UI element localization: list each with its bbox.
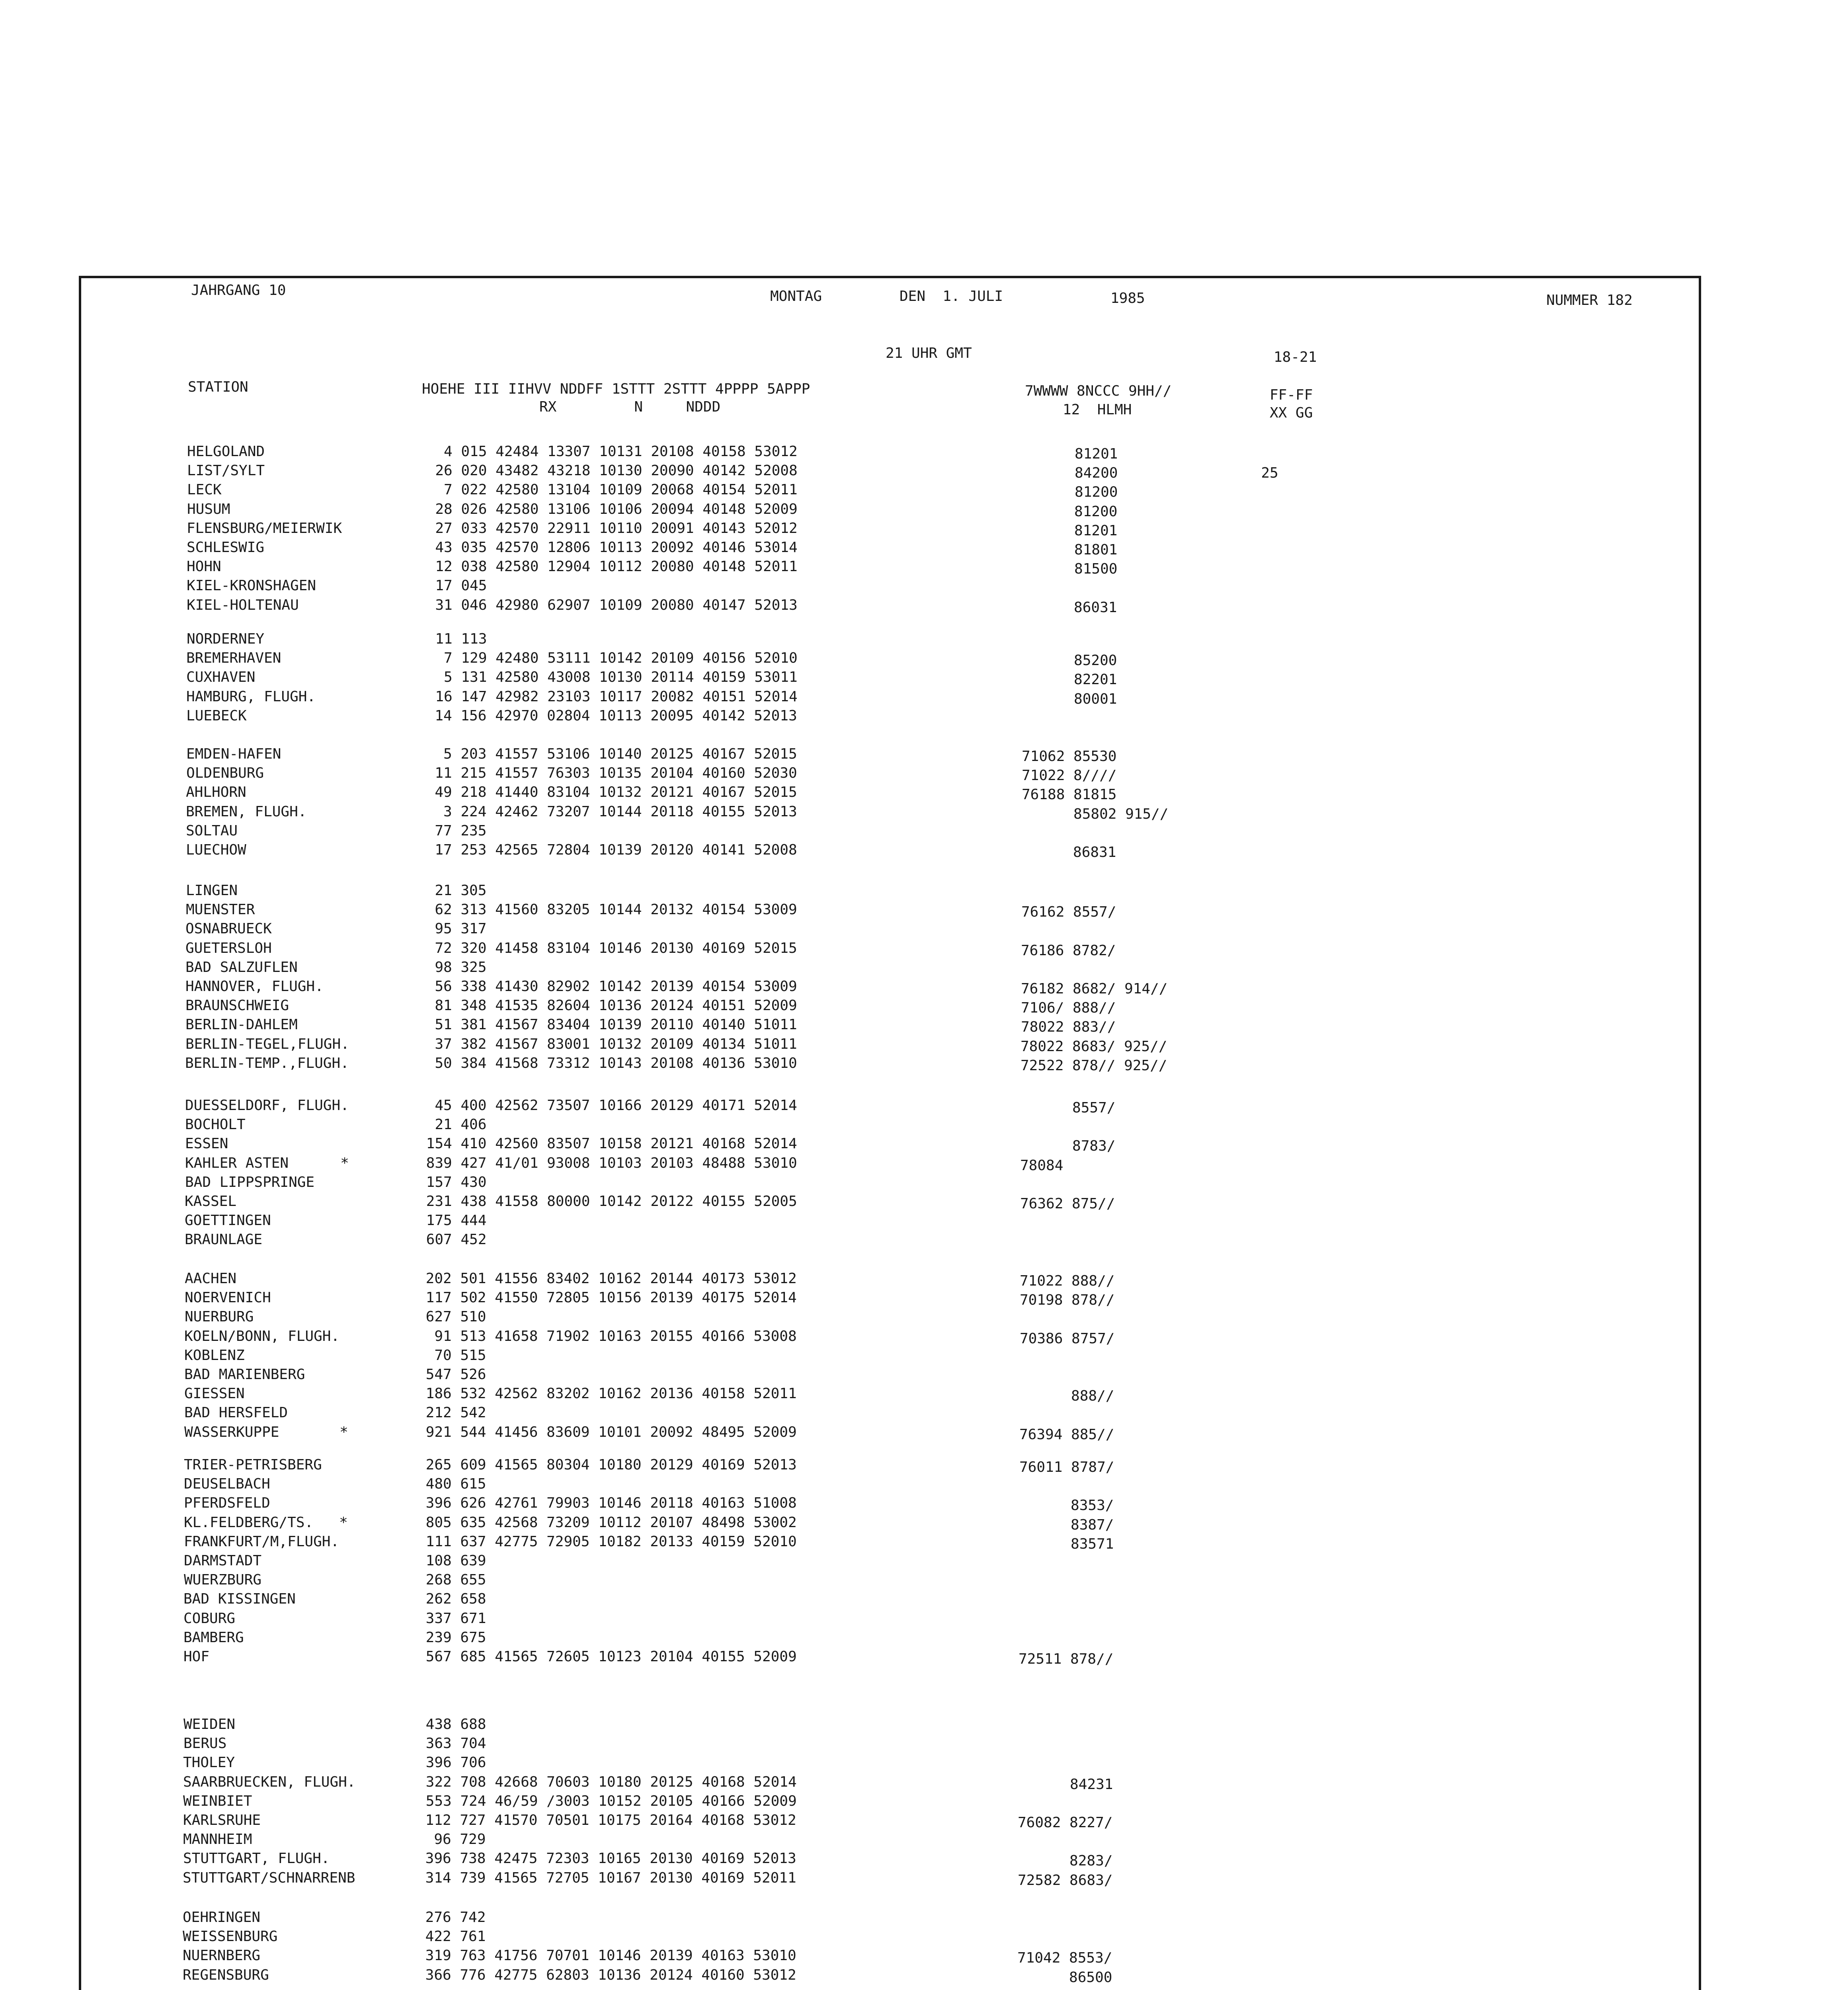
station-data: 547 526 bbox=[417, 1366, 486, 1383]
station-extra-groups: 76186 8782/ bbox=[1021, 942, 1116, 959]
station-name: STUTTGART, FLUGH. bbox=[183, 1850, 330, 1867]
station-data: 314 739 41565 72705 10167 20130 40169 52011 bbox=[417, 1870, 796, 1886]
station-data: 70 515 bbox=[417, 1347, 486, 1364]
station-data: 21 305 bbox=[418, 882, 487, 899]
station-data: 72 320 41458 83104 10146 20130 40169 52015 bbox=[418, 940, 797, 956]
station-name: NOERVENICH bbox=[185, 1290, 271, 1306]
station-extra-groups: 78022 883// bbox=[1021, 1019, 1116, 1035]
station-name: REGENSBURG bbox=[183, 1967, 269, 1983]
station-data: 26 020 43482 43218 10130 20090 40142 52008 bbox=[418, 462, 798, 479]
station-data: 108 639 bbox=[417, 1553, 486, 1569]
station-name: TRIER-PETRISBERG bbox=[184, 1457, 322, 1473]
station-data: 366 776 42775 62803 10136 20124 40160 53012 bbox=[417, 1967, 796, 1983]
station-name: WUERZBURG bbox=[184, 1572, 262, 1588]
station-name: HELGOLAND bbox=[187, 443, 265, 460]
station-data: 11 113 bbox=[418, 631, 487, 647]
station-extra-groups: 78084 bbox=[1020, 1157, 1064, 1174]
station-name: BRAUNSCHWEIG bbox=[185, 997, 289, 1014]
station-extra-groups: 70198 878// bbox=[1020, 1292, 1115, 1308]
station-name: KAHLER ASTEN * bbox=[185, 1155, 349, 1171]
station-data: 480 615 bbox=[417, 1476, 486, 1492]
station-extra-groups: 8283/ bbox=[1018, 1853, 1113, 1869]
station-name: AHLHORN bbox=[186, 784, 246, 800]
station-name: ESSEN bbox=[185, 1135, 228, 1152]
station-data: 17 045 bbox=[418, 577, 487, 594]
station-data: 62 313 41560 83205 10144 20132 40154 53009 bbox=[418, 901, 797, 918]
station-extra-groups: 76394 885// bbox=[1019, 1426, 1114, 1443]
station-extra-groups: 81200 bbox=[1023, 503, 1118, 520]
station-name: OSNABRUECK bbox=[185, 921, 272, 937]
station-name: WEISSENBURG bbox=[183, 1928, 278, 1945]
station-extra-groups: 76182 8682/ 914// bbox=[1021, 981, 1168, 997]
station-data: 337 671 bbox=[417, 1610, 486, 1627]
station-data: 17 253 42565 72804 10139 20120 40141 52008 bbox=[418, 842, 797, 858]
station-extra-groups: 80001 bbox=[1022, 691, 1117, 707]
station-name: LUEBECK bbox=[186, 708, 247, 724]
station-data: 21 406 bbox=[418, 1116, 487, 1133]
station-name: BERLIN-TEGEL,FLUGH. bbox=[185, 1036, 349, 1052]
station-name: HOF bbox=[183, 1649, 210, 1665]
station-data: 231 438 41558 80000 10142 20122 40155 52005 bbox=[418, 1193, 797, 1210]
station-data: 16 147 42982 23103 10117 20082 40151 52014 bbox=[418, 689, 798, 705]
station-data: 553 724 46/59 /3003 10152 20105 40166 52009 bbox=[417, 1793, 797, 1809]
station-data: 12 038 42580 12904 10112 20080 40148 52011 bbox=[418, 558, 798, 575]
station-data: 396 706 bbox=[417, 1754, 486, 1771]
station-extra-groups: 76082 8227/ bbox=[1018, 1814, 1113, 1831]
station-data: 607 452 bbox=[418, 1231, 487, 1248]
station-name: EMDEN-HAFEN bbox=[186, 746, 281, 762]
station-data: 3 224 42462 73207 10144 20118 40155 52013 bbox=[418, 804, 797, 820]
issue-number: NUMMER 182 bbox=[1546, 292, 1633, 308]
station-name: OEHRINGEN bbox=[183, 1909, 261, 1926]
station-data: 45 400 42562 73507 10166 20129 40171 52014 bbox=[418, 1097, 797, 1114]
station-data: 81 348 41535 82604 10136 20124 40151 52009 bbox=[418, 997, 797, 1014]
station-name: COBURG bbox=[183, 1610, 236, 1627]
station-name: BAD SALZUFLEN bbox=[185, 959, 298, 975]
station-extra-groups: 76188 81815 bbox=[1022, 786, 1117, 803]
station-data: 262 658 bbox=[417, 1591, 486, 1607]
station-name: BAD HERSFELD bbox=[184, 1405, 288, 1421]
station-extra-groups: 85200 bbox=[1022, 652, 1117, 669]
station-data: 839 427 41/01 93008 10103 20103 48488 53010 bbox=[418, 1155, 797, 1171]
station-data: 4 015 42484 13307 10131 20108 40158 53012 bbox=[418, 443, 798, 460]
station-extra-groups: 81201 bbox=[1023, 446, 1118, 462]
station-extra-groups: 76162 8557/ bbox=[1021, 904, 1116, 920]
station-name: DARMSTADT bbox=[184, 1553, 262, 1569]
station-name: AACHEN bbox=[185, 1270, 237, 1287]
station-name: HOHN bbox=[187, 558, 221, 575]
station-data: 50 384 41568 73312 10143 20108 40136 53010 bbox=[418, 1055, 797, 1071]
station-extra-groups: 81201 bbox=[1023, 523, 1118, 539]
station-data: 202 501 41556 83402 10162 20144 40173 53012 bbox=[417, 1270, 797, 1287]
station-data: 96 729 bbox=[417, 1831, 486, 1848]
station-data: 11 215 41557 76303 10135 20104 40160 52030 bbox=[418, 765, 797, 781]
station-name: DUESSELDORF, FLUGH. bbox=[185, 1097, 349, 1114]
station-name: WASSERKUPPE * bbox=[184, 1424, 348, 1440]
station-data: 14 156 42970 02804 10113 20095 40142 52013 bbox=[418, 708, 797, 724]
station-data: 43 035 42570 12806 10113 20092 40146 53014 bbox=[418, 539, 798, 556]
station-data: 51 381 41567 83404 10139 20110 40140 51011 bbox=[418, 1016, 797, 1033]
station-gusts: 25 bbox=[1244, 465, 1278, 481]
station-name: NUERNBERG bbox=[183, 1947, 261, 1964]
station-name: BOCHOLT bbox=[185, 1116, 246, 1133]
station-name: STUTTGART/SCHNARRENB bbox=[183, 1870, 355, 1886]
station-name: OLDENBURG bbox=[186, 765, 264, 781]
station-extra-groups: 71062 85530 bbox=[1022, 748, 1117, 765]
station-name: FRANKFURT/M,FLUGH. bbox=[184, 1533, 340, 1550]
station-extra-groups: 7106/ 888// bbox=[1021, 1000, 1116, 1016]
station-name: BERLIN-TEMP.,FLUGH. bbox=[185, 1055, 349, 1071]
station-extra-groups: 78022 8683/ 925// bbox=[1021, 1038, 1167, 1055]
station-extra-groups: 86831 bbox=[1021, 844, 1116, 860]
station-name: DEUSELBACH bbox=[184, 1476, 270, 1492]
station-name: BAMBERG bbox=[183, 1629, 244, 1646]
station-data: 921 544 41456 83609 10101 20092 48495 52009 bbox=[417, 1424, 797, 1440]
station-name: HUSUM bbox=[187, 501, 230, 517]
station-name: LIST/SYLT bbox=[187, 462, 265, 479]
column-header-ff: FF-FF bbox=[1270, 387, 1313, 403]
station-data: 37 382 41567 83001 10132 20109 40134 51011 bbox=[418, 1036, 797, 1052]
station-data: 212 542 bbox=[417, 1405, 486, 1421]
station-extra-groups: 71042 8553/ bbox=[1017, 1950, 1112, 1966]
station-data: 49 218 41440 83104 10132 20121 40167 52015 bbox=[418, 784, 797, 800]
station-data: 319 763 41756 70701 10146 20139 40163 53010 bbox=[417, 1947, 796, 1964]
station-data: 56 338 41430 82902 10142 20139 40154 53009 bbox=[418, 978, 797, 995]
station-name: FLENSBURG/MEIERWIK bbox=[187, 520, 342, 537]
station-name: KOELN/BONN, FLUGH. bbox=[184, 1328, 340, 1344]
year: 1985 bbox=[1110, 290, 1145, 306]
station-extra-groups: 84231 bbox=[1018, 1776, 1113, 1793]
station-name: BAD KISSINGEN bbox=[183, 1591, 296, 1607]
station-extra-groups: 76011 8787/ bbox=[1019, 1459, 1114, 1475]
station-name: WEIDEN bbox=[183, 1716, 236, 1732]
station-data: 396 626 42761 79903 10146 20118 40163 51008 bbox=[417, 1495, 797, 1511]
column-header-main-2: RX N NDDD bbox=[539, 399, 721, 415]
station-data: 239 675 bbox=[417, 1629, 486, 1646]
station-name: KASSEL bbox=[185, 1193, 237, 1210]
station-data: 438 688 bbox=[417, 1716, 486, 1732]
station-name: BAD MARIENBERG bbox=[184, 1366, 305, 1383]
station-data: 117 502 41550 72805 10156 20139 40175 52014 bbox=[417, 1290, 797, 1306]
station-name: SAARBRUECKEN, FLUGH. bbox=[183, 1774, 356, 1790]
station-name: KARLSRUHE bbox=[183, 1812, 261, 1828]
station-extra-groups: 72582 8683/ bbox=[1018, 1872, 1113, 1889]
station-name: GUETERSLOH bbox=[185, 940, 272, 956]
station-extra-groups: 83571 bbox=[1019, 1536, 1114, 1552]
station-name: HAMBURG, FLUGH. bbox=[186, 689, 316, 705]
station-extra-groups: 82201 bbox=[1022, 671, 1117, 688]
station-name: KOBLENZ bbox=[184, 1347, 245, 1364]
station-data: 276 742 bbox=[417, 1909, 486, 1926]
station-extra-groups: 81500 bbox=[1023, 561, 1118, 577]
station-data: 175 444 bbox=[418, 1212, 487, 1229]
station-data: 5 203 41557 53106 10140 20125 40167 52015 bbox=[418, 746, 797, 762]
column-header-ff-2: XX GG bbox=[1270, 405, 1313, 421]
column-header-extra-2: 12 HLMH bbox=[1063, 402, 1132, 418]
station-extra-groups: 76362 875// bbox=[1020, 1196, 1115, 1212]
station-name: BERLIN-DAHLEM bbox=[185, 1016, 298, 1033]
station-extra-groups: 86500 bbox=[1017, 1969, 1112, 1986]
column-header-extra: 7WWWW 8NCCC 9HH// bbox=[1025, 383, 1172, 399]
station-extra-groups: 72522 878// 925// bbox=[1021, 1057, 1167, 1074]
station-data: 627 510 bbox=[417, 1309, 486, 1325]
column-header-station: STATION bbox=[188, 379, 248, 395]
station-extra-groups: 70386 8757/ bbox=[1020, 1331, 1115, 1347]
station-data: 7 022 42580 13104 10109 20068 40154 52011 bbox=[418, 482, 798, 498]
station-name: MANNHEIM bbox=[183, 1831, 252, 1848]
station-name: BREMEN, FLUGH. bbox=[186, 804, 307, 820]
station-data: 154 410 42560 83507 10158 20121 40168 52014 bbox=[418, 1135, 797, 1152]
station-data: 567 685 41565 72605 10123 20104 40155 52009 bbox=[417, 1649, 797, 1665]
station-data: 7 129 42480 53111 10142 20109 40156 52010 bbox=[418, 650, 798, 666]
station-data: 98 325 bbox=[418, 959, 487, 975]
station-name: THOLEY bbox=[183, 1754, 235, 1771]
station-name: PFERDSFELD bbox=[184, 1495, 270, 1511]
station-extra-groups: 888// bbox=[1019, 1388, 1114, 1404]
station-name: KL.FELDBERG/TS. * bbox=[184, 1514, 348, 1531]
station-data: 157 430 bbox=[418, 1174, 487, 1190]
station-name: SCHLESWIG bbox=[187, 539, 265, 556]
station-data: 27 033 42570 22911 10110 20091 40143 52012 bbox=[418, 520, 798, 537]
station-name: NUERBURG bbox=[185, 1309, 254, 1325]
station-name: LECK bbox=[187, 482, 222, 498]
station-name: LINGEN bbox=[186, 882, 238, 899]
station-data: 268 655 bbox=[417, 1572, 486, 1588]
station-extra-groups: 84200 bbox=[1023, 465, 1118, 481]
station-name: BRAUNLAGE bbox=[185, 1231, 263, 1248]
station-name: BREMERHAVEN bbox=[186, 650, 281, 666]
station-data: 91 513 41658 71902 10163 20155 40166 53008 bbox=[417, 1328, 797, 1344]
period-label: 18-21 bbox=[1274, 349, 1317, 365]
station-extra-groups: 86031 bbox=[1022, 599, 1117, 616]
station-extra-groups: 8353/ bbox=[1019, 1497, 1114, 1514]
station-name: GOETTINGEN bbox=[185, 1212, 271, 1229]
station-data: 265 609 41565 80304 10180 20129 40169 52013 bbox=[417, 1457, 797, 1473]
observation-time: 21 UHR GMT bbox=[886, 345, 972, 361]
station-data: 396 738 42475 72303 10165 20130 40169 52013 bbox=[417, 1850, 796, 1867]
station-data: 186 532 42562 83202 10162 20136 40158 52011 bbox=[417, 1385, 797, 1402]
station-extra-groups: 72511 878// bbox=[1019, 1651, 1114, 1667]
station-data: 422 761 bbox=[417, 1928, 486, 1945]
station-data: 111 637 42775 72905 10182 20133 40159 52010 bbox=[417, 1533, 797, 1550]
date: DEN 1. JULI bbox=[900, 288, 1003, 304]
station-extra-groups: 85802 915// bbox=[1022, 806, 1169, 822]
station-extra-groups: 81801 bbox=[1023, 542, 1118, 558]
station-name: HANNOVER, FLUGH. bbox=[185, 978, 324, 995]
column-header-main: HOEHE III IIHVV NDDFF 1STTT 2STTT 4PPPP 5APPP bbox=[422, 381, 810, 397]
station-extra-groups: 81200 bbox=[1023, 484, 1118, 500]
station-data: 322 708 42668 70603 10180 20125 40168 52014 bbox=[417, 1774, 797, 1790]
station-name: MUENSTER bbox=[186, 901, 255, 918]
station-name: KIEL-HOLTENAU bbox=[187, 597, 299, 613]
weekday: MONTAG bbox=[770, 288, 822, 304]
station-name: KIEL-KRONSHAGEN bbox=[187, 577, 316, 594]
station-extra-groups: 8387/ bbox=[1019, 1517, 1114, 1533]
volume-label: JAHRGANG 10 bbox=[191, 282, 286, 298]
station-data: 5 131 42580 43008 10130 20114 40159 53011 bbox=[418, 669, 798, 685]
station-data: 112 727 41570 70501 10175 20164 40168 53012 bbox=[417, 1812, 796, 1828]
station-name: GIESSEN bbox=[184, 1385, 245, 1402]
station-data: 363 704 bbox=[417, 1735, 486, 1752]
station-name: SOLTAU bbox=[186, 823, 238, 839]
station-name: NORDERNEY bbox=[187, 631, 265, 647]
station-extra-groups: 71022 8//// bbox=[1022, 767, 1117, 784]
station-name: WEINBIET bbox=[183, 1793, 252, 1809]
station-data: 805 635 42568 73209 10112 20107 48498 53002 bbox=[417, 1514, 797, 1531]
station-extra-groups: 8557/ bbox=[1021, 1100, 1116, 1116]
station-name: BAD LIPPSPRINGE bbox=[185, 1174, 315, 1190]
station-data: 95 317 bbox=[418, 921, 487, 937]
station-data: 77 235 bbox=[418, 823, 487, 839]
station-extra-groups: 8783/ bbox=[1021, 1138, 1116, 1154]
station-data: 31 046 42980 62907 10109 20080 40147 52013 bbox=[418, 597, 798, 613]
station-name: CUXHAVEN bbox=[186, 669, 256, 685]
station-name: LUECHOW bbox=[186, 842, 246, 858]
station-extra-groups: 71022 888// bbox=[1020, 1273, 1115, 1289]
station-data: 28 026 42580 13106 10106 20094 40148 52009 bbox=[418, 501, 798, 517]
station-name: BERUS bbox=[183, 1735, 227, 1752]
